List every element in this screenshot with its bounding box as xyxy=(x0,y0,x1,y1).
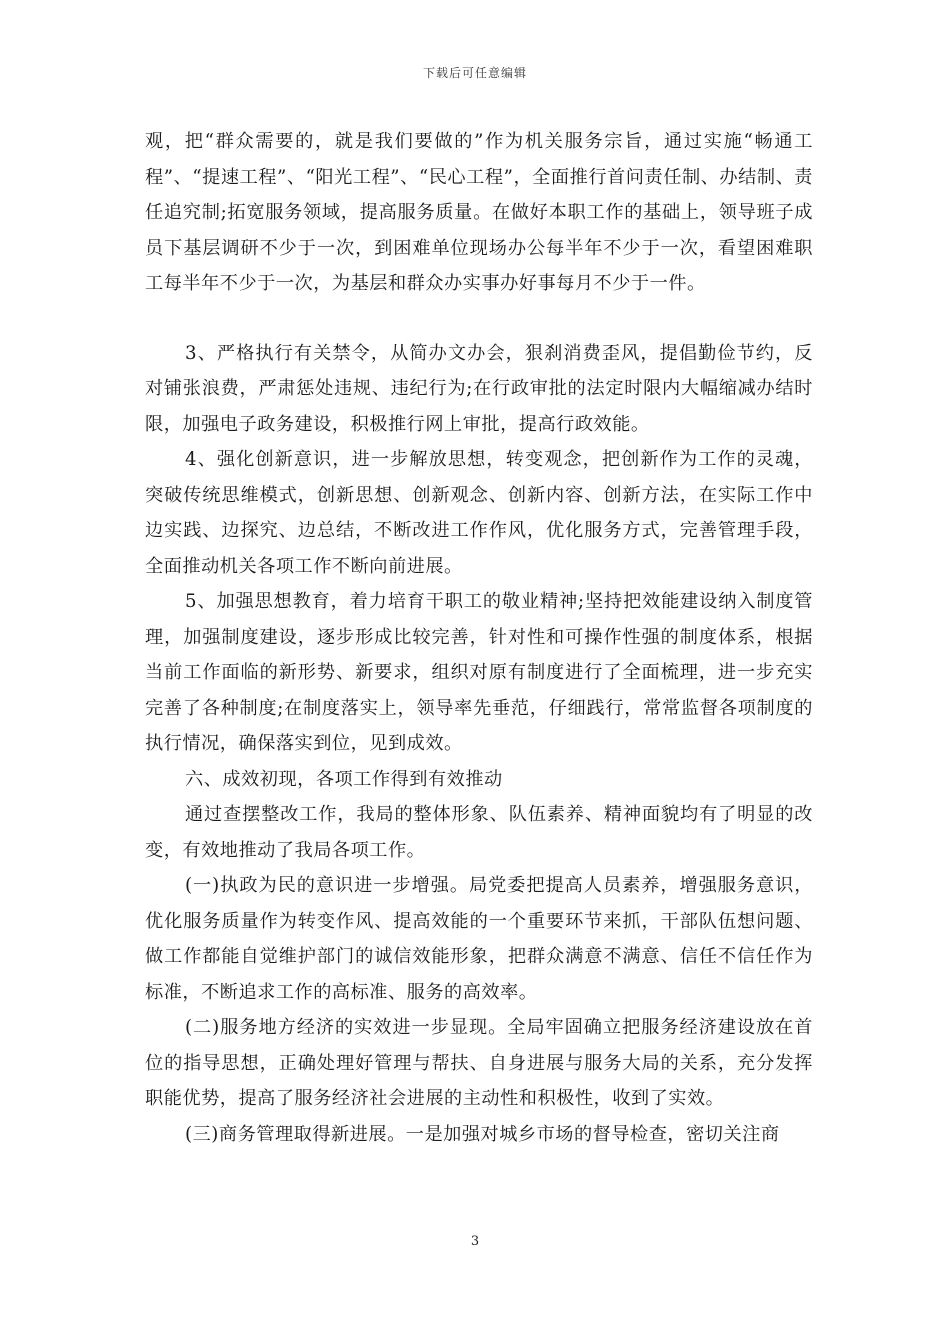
paragraph-subitem-2: (二)服务地方经济的实效进一步显现。全局牢固确立把服务经济建设放在首位的指导思想，正确处理好管理与帮扶、自身进展与服务大局的关系，充分发挥职能优势，提高了服务经济社会进展的主动性和积极性，收到了实效。 xyxy=(145,1017,813,1109)
paragraph-item-5: 5、加强思想教育，着力培育干职工的敬业精神;坚持把效能建设纳入制度管理，加强制度建设，逐步形成比较完善，针对性和可操作性强的制度体系，根据当前工作面临的新形势、新要求，组织对原有制度进行了全面梳理，进一步充实完善了各种制度;在制度落实上，领导率先垂范，仔细践行，常常监督各项制度的执行情况，确保落实到位，见到成效。 xyxy=(145,591,813,754)
paragraph-subitem-1: (一)执政为民的意识进一步增强。局党委把提高人员素养，增强服务意识，优化服务质量作为转变作风、提高效能的一个重要环节来抓，干部队伍想问题、做工作都能自觉维护部门的诚信效能形象，把群众满意不满意、信任不信任作为标准，不断追求工作的高标准、服务的高效率。 xyxy=(145,875,813,1003)
paragraph-item-3: 3、严格执行有关禁令，从简办文办会，狠刹消费歪风，提倡勤俭节约，反对铺张浪费，严肃惩处违规、违纪行为;在行政审批的法定时限内大幅缩减办结时限，加强电子政务建设，积极推行网上审批，提高行政效能。 xyxy=(145,342,813,435)
section-heading-6: 六、成效初现，各项工作得到有效推动 xyxy=(185,768,503,790)
paragraph-continuation: 观，把“群众需要的，就是我们要做的”作为机关服务宗旨，通过实施“畅通工程”、“提速工程”、“阳光工程”、“民心工程”，全面推行首问责任制、办结制、责任追究制;拓宽服务领域，提高服务质量。在做好本职工作的基础上，领导班子成员下基层调研不少于一次，到困难单位现场办公每半年不少于一次，看望困难职工每半年不少于一次，为基层和群众办实事办好事每月不少于一件。 xyxy=(145,131,813,294)
paragraph-subitem-3: (三)商务管理取得新进展。一是加强对城乡市场的督导检查，密切关注商 xyxy=(185,1123,780,1145)
document-body xyxy=(145,124,813,1152)
paragraph-item-4: 4、强化创新意识，进一步解放思想，转变观念，把创新作为工作的灵魂，突破传统思维模式，创新思想、创新观念、创新内容、创新方法，在实际工作中边实践、边探究、边总结，不断改进工作作风，优化服务方式，完善管理手段，全面推动机关各项工作不断向前进展。 xyxy=(145,449,813,577)
page-header-note: 下载后可任意编辑 xyxy=(422,66,527,80)
page-number: 3 xyxy=(470,1234,480,1249)
paragraph-summary: 通过查摆整改工作，我局的整体形象、队伍素养、精神面貌均有了明显的改变，有效地推动了我局各项工作。 xyxy=(145,804,813,861)
